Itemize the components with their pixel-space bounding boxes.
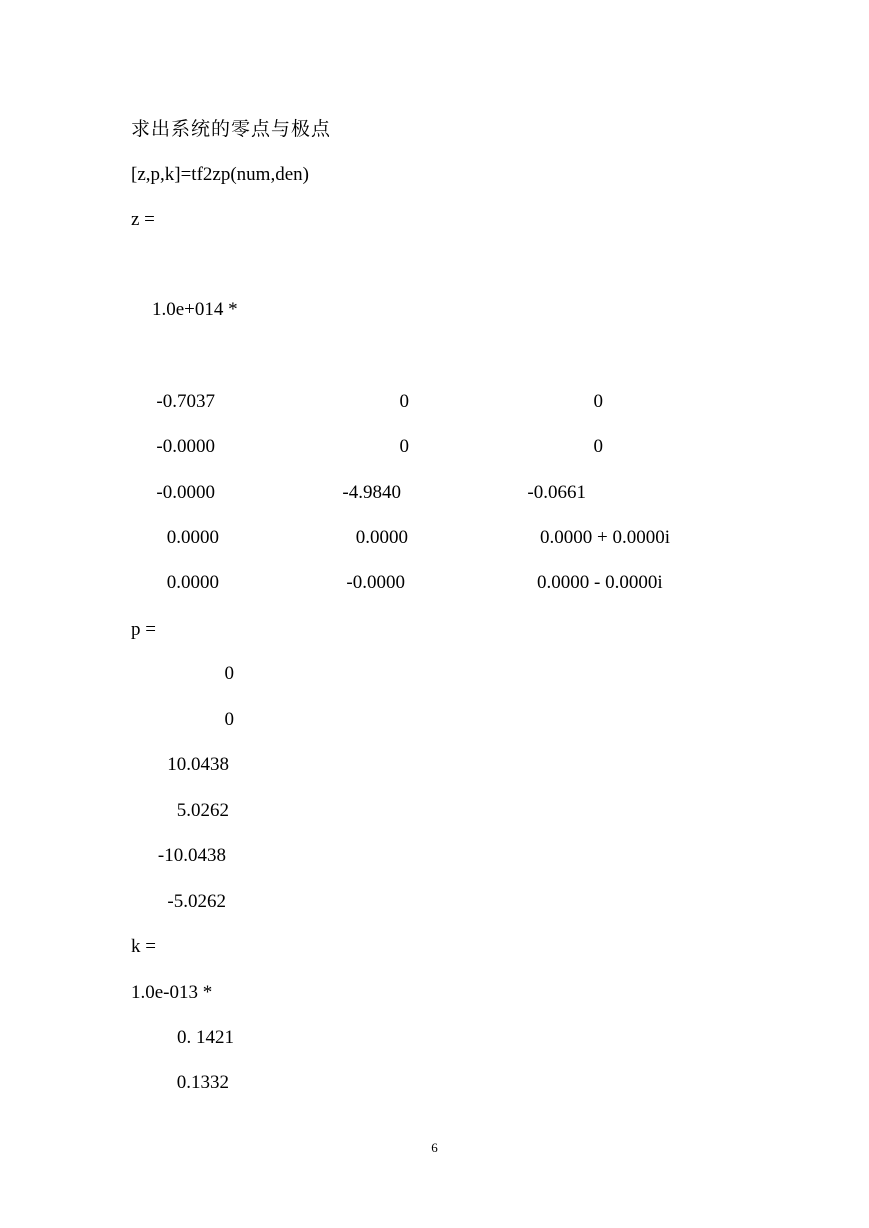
z-cell-r3-c3: -0.0661 <box>527 482 586 503</box>
z-cell-r4-c1: 0.0000 <box>166 527 219 548</box>
z-label: z = <box>131 209 155 230</box>
z-cell-r5-c1: 0.0000 <box>166 572 219 593</box>
z-cell-r1-c3: 0 <box>593 391 603 412</box>
z-cell-r2-c3: 0 <box>593 436 603 457</box>
z-cell-r4-c3: 0.0000 + 0.0000i <box>540 527 670 548</box>
z-cell-r4-c2: 0.0000 <box>355 527 408 548</box>
p-value-3: 10.0438 <box>167 754 229 775</box>
z-scale-factor: 1.0e+014 * <box>152 299 238 320</box>
k-scale-factor: 1.0e-013 * <box>131 982 213 1003</box>
z-cell-r2-c1: -0.0000 <box>156 436 215 457</box>
p-value-6: -5.0262 <box>167 891 226 912</box>
p-value-2: 0 <box>224 709 234 730</box>
p-label: p = <box>131 619 156 640</box>
p-value-1: 0 <box>224 663 234 684</box>
z-cell-r5-c2: -0.0000 <box>346 572 405 593</box>
k-value-1: 0. 1421 <box>177 1027 234 1048</box>
page-number: 6 <box>431 1140 438 1155</box>
z-cell-r1-c2: 0 <box>399 391 409 412</box>
k-value-2: 0.1332 <box>176 1072 229 1093</box>
section-heading: 求出系统的零点与极点 <box>131 118 332 140</box>
z-cell-r1-c1: -0.7037 <box>156 391 215 412</box>
k-label: k = <box>131 936 156 957</box>
z-cell-r2-c2: 0 <box>399 436 409 457</box>
z-cell-r5-c3: 0.0000 - 0.0000i <box>537 572 663 593</box>
z-cell-r3-c1: -0.0000 <box>156 482 215 503</box>
command-line: [z,p,k]=tf2zp(num,den) <box>131 164 309 185</box>
p-value-4: 5.0262 <box>176 800 229 821</box>
p-value-5: -10.0438 <box>157 845 226 866</box>
z-cell-r3-c2: -4.9840 <box>342 482 401 503</box>
